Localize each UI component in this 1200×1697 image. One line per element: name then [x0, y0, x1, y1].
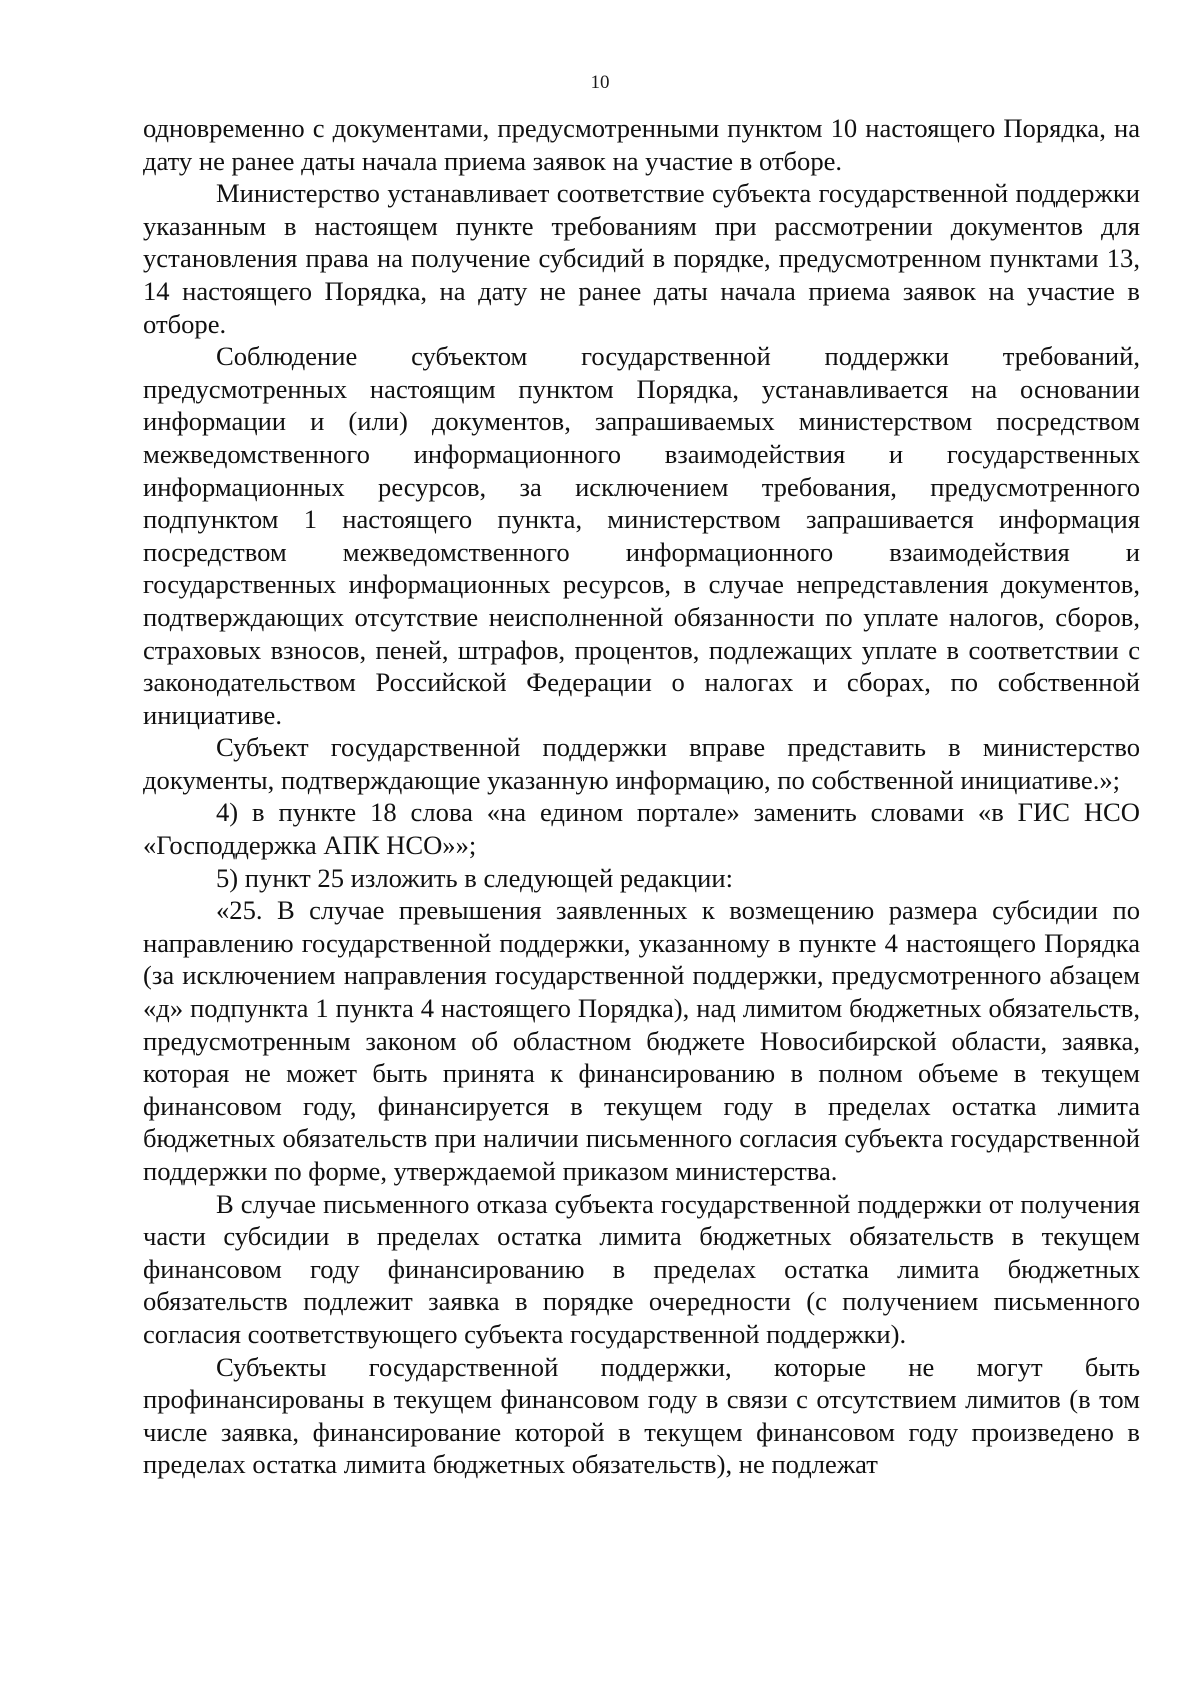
paragraph: 5) пункт 25 изложить в следующей редакции: [216, 862, 733, 893]
paragraph: Соблюдение субъектом государственной поддержки требований, предусмотренных настоящим пунктом Порядка, устанавливается на основании информации и (или) документов, запрашиваемых министерством посредством межведомственного информационного взаимодействия и государственных информационных ресурсов, за исключением требования, предусмотренного подпунктом 1 настоящего пункта, министерством запрашивается информация посредством межведомственного информационного взаимодействия и государственных информационных ресурсов, в случае непредставления документов, подтверждающих отсутствие неисполненной обязанности по уплате налогов, сборов, страховых взносов, пеней, штрафов, процентов, подлежащих уплате в соответствии с законодательством Российской Федерации о налогах и сборах, по собственной инициативе. [143, 341, 1140, 730]
paragraph: 4) в пункте 18 слова «на едином портале» заменить словами «в ГИС НСО «Господдержка АПК НСО»»; [143, 797, 1140, 861]
paragraph: Субъект государственной поддержки вправе представить в министерство документы, подтверждающие указанную информацию, по собственной инициативе.»; [143, 732, 1140, 795]
paragraph-continuation: одновременно с документами, предусмотренными пунктом 10 настоящего Порядка, на дату не ранее даты начала приема заявок на участие в отборе. [143, 113, 1140, 176]
document-body [143, 112, 1140, 1481]
paragraph: «25. В случае превышения заявленных к возмещению размера субсидии по направлению государственной поддержки, указанному в пункте 4 настоящего Порядка (за исключением направления государственной поддержки, предусмотренного абзацем «д» подпункта 1 пункта 4 настоящего Порядка), над лимитом бюджетных обязательств, предусмотренным законом об областном бюджете Новосибирской области, заявка, которая не может быть принята к финансированию в полном объеме в текущем финансовом году, финансируется в текущем году в пределах остатка лимита бюджетных обязательств при наличии письменного согласия субъекта государственной поддержки по форме, утверждаемой приказом министерства. [143, 895, 1140, 1186]
paragraph: В случае письменного отказа субъекта государственной поддержки от получения части субсидии в пределах остатка лимита бюджетных обязательств в текущем финансовом году финансированию в пределах остатка лимита бюджетных обязательств подлежит заявка в порядке очередности (с получением письменного согласия соответствующего субъекта государственной поддержки). [143, 1188, 1140, 1349]
page-number: 10 [590, 72, 610, 93]
paragraph: Министерство устанавливает соответствие субъекта государственной поддержки указанным в настоящем пункте требованиям при рассмотрении документов для установления права на получение субсидий в порядке, предусмотренном пунктами 13, 14 настоящего Порядка, на дату не ранее даты начала приема заявок на участие в отборе. [143, 178, 1140, 339]
paragraph: Субъекты государственной поддержки, которые не могут быть профинансированы в текущем финансовом году в связи с отсутствием лимитов (в том числе заявка, финансирование которой в текущем финансовом году произведено в пределах остатка лимита бюджетных обязательств), не подлежат [143, 1351, 1140, 1480]
